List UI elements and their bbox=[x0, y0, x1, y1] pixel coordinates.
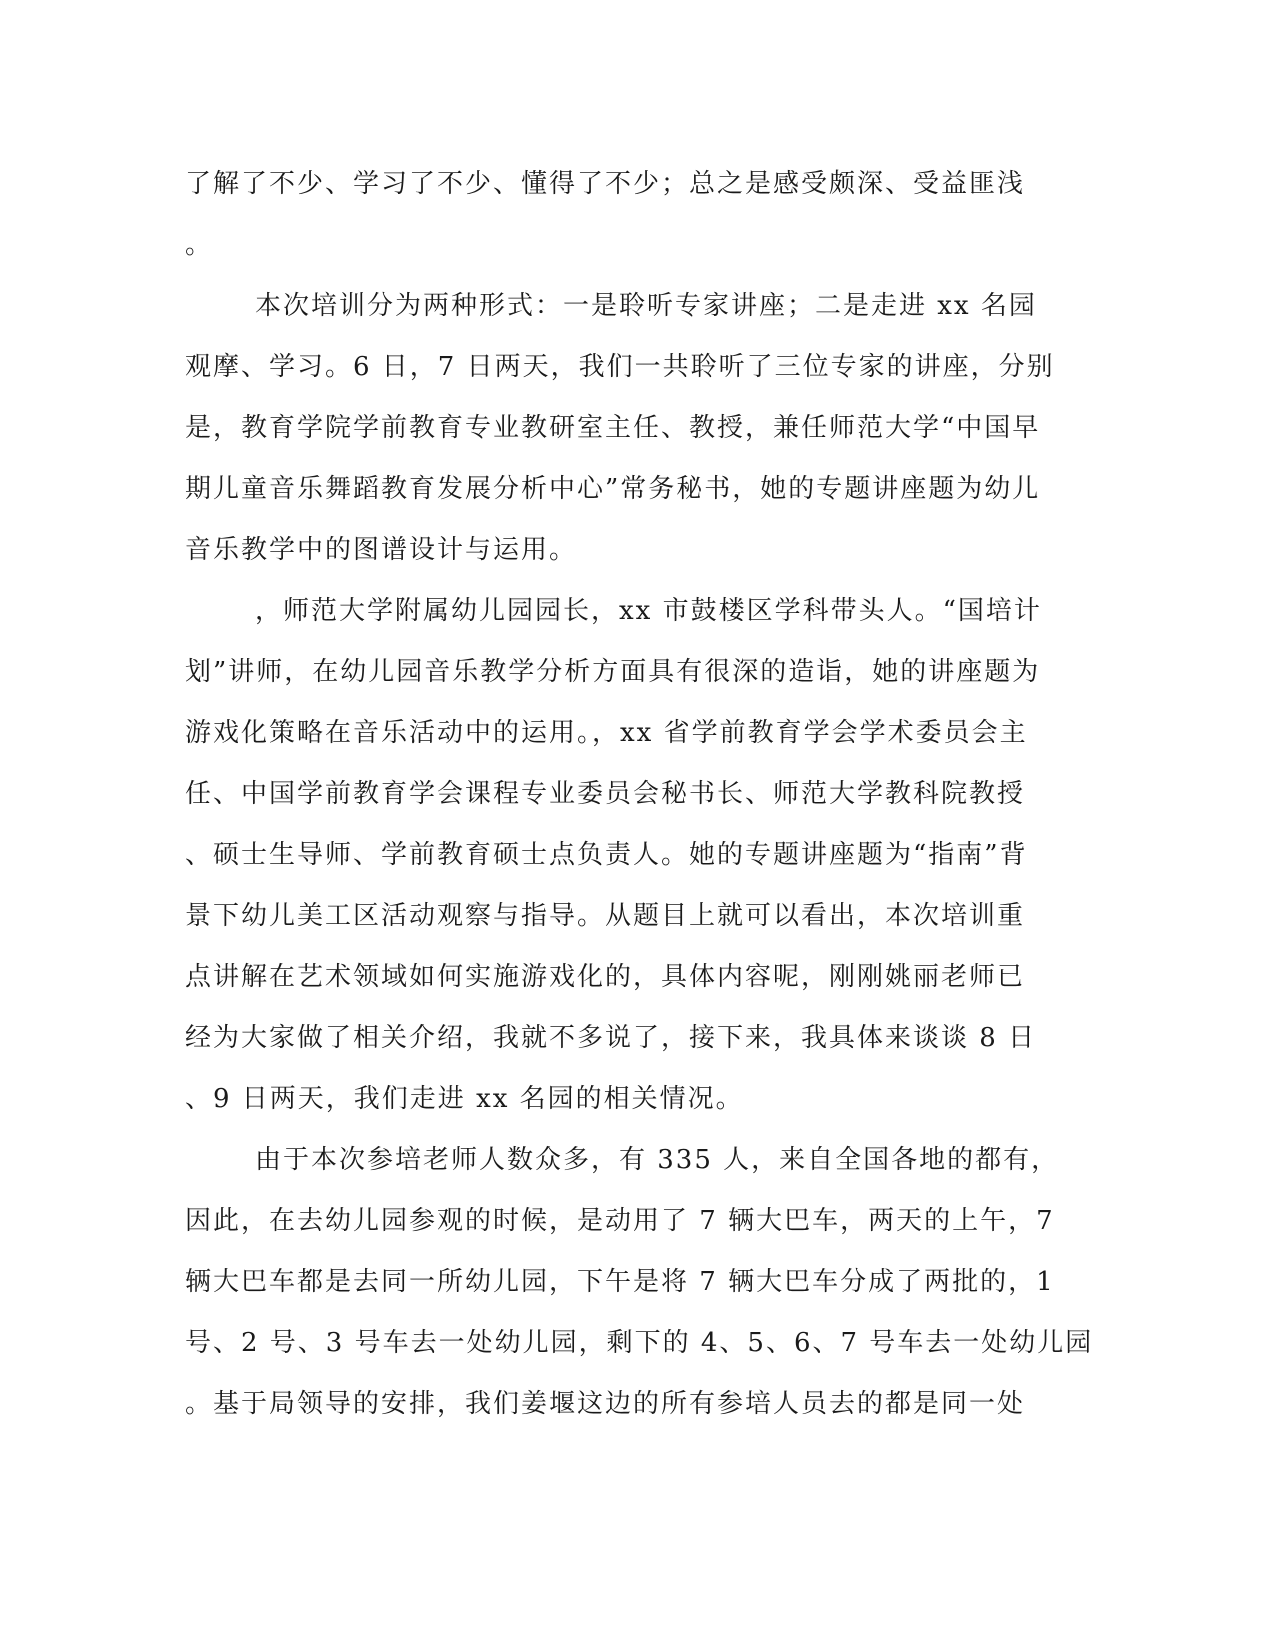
paragraph-start-line: 本次培训分为两种形式：一是聆听专家讲座；二是走进 xx 名园 bbox=[255, 291, 1037, 321]
text-line: 观摩、学习。6 日，7 日两天，我们一共聆听了三位专家的讲座，分别 bbox=[185, 352, 1055, 382]
text-line: 音乐教学中的图谱设计与运用。 bbox=[185, 535, 578, 565]
text-line: 是，教育学院学前教育专业教研室主任、教授，兼任师范大学“中国早 bbox=[185, 413, 1041, 443]
text-line: 划”讲师，在幼儿园音乐教学分析方面具有很深的造诣，她的讲座题为 bbox=[185, 657, 1041, 687]
text-line: 因此，在去幼儿园参观的时候，是动用了 7 辆大巴车，两天的上午，7 bbox=[185, 1206, 1055, 1236]
text-line: 、硕士生导师、学前教育硕士点负责人。她的专题讲座题为“指南”背 bbox=[185, 840, 1028, 870]
text-line: 期儿童音乐舞蹈教育发展分析中心”常务秘书，她的专题讲座题为幼儿 bbox=[185, 474, 1041, 504]
text-line: 。 bbox=[185, 230, 214, 260]
text-line: 点讲解在艺术领域如何实施游戏化的，具体内容呢，刚刚姚丽老师已 bbox=[185, 962, 1026, 992]
document-body bbox=[185, 154, 1094, 1435]
text-line: 景下幼儿美工区活动观察与指导。从题目上就可以看出，本次培训重 bbox=[185, 901, 1026, 931]
text-line: 经为大家做了相关介绍，我就不多说了，接下来，我具体来谈谈 8 日 bbox=[185, 1023, 1037, 1053]
text-line: 了解了不少、学习了不少、懂得了不少；总之是感受颇深、受益匪浅 bbox=[185, 169, 1026, 199]
text-line: 任、中国学前教育学会课程专业委员会秘书长、师范大学教科院教授 bbox=[185, 779, 1026, 809]
text-line: 辆大巴车都是去同一所幼儿园，下午是将 7 辆大巴车分成了两批的，1 bbox=[185, 1267, 1055, 1297]
text-line: 号、2 号、3 号车去一处幼儿园，剩下的 4、5、6、7 号车去一处幼儿园 bbox=[185, 1328, 1094, 1358]
text-line: 。基于局领导的安排，我们姜堰这边的所有参培人员去的都是同一处 bbox=[185, 1389, 1026, 1419]
paragraph-start-line: ，师范大学附属幼儿园园长，xx 市鼓楼区学科带头人。“国培计 bbox=[255, 596, 1042, 626]
paragraph-start-line: 由于本次参培老师人数众多，有 335 人，来自全国各地的都有， bbox=[255, 1145, 1060, 1175]
text-line: 游戏化策略在音乐活动中的运用。，xx 省学前教育学会学术委员会主 bbox=[185, 718, 1028, 748]
text-line: 、9 日两天，我们走进 xx 名园的相关情况。 bbox=[185, 1084, 744, 1114]
